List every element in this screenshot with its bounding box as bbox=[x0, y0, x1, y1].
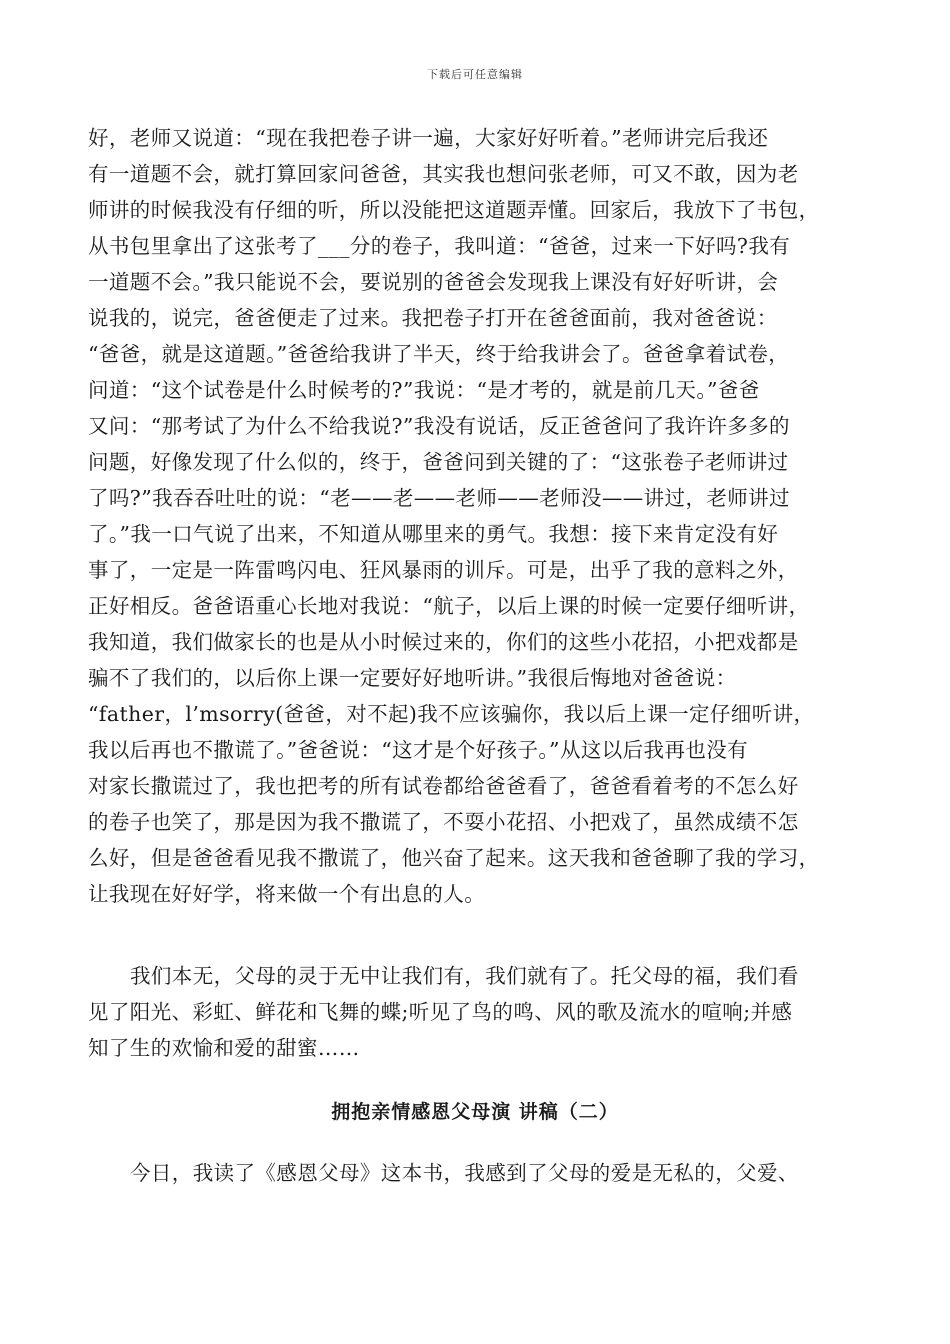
text-line: 骗不了我们的，以后你上课一定要好好地听讲。”我很后悔地对爸爸说： bbox=[88, 666, 737, 690]
paragraph-3 bbox=[88, 1155, 868, 1191]
text-line: 我知道，我们做家长的也是从小时候过来的，你们的这些小花招，小把戏都是 bbox=[88, 630, 799, 654]
section-title: 拥抱亲情感恩父母演 讲稿（二） bbox=[331, 1101, 619, 1123]
text-line: “爸爸，就是这道题。”爸爸给我讲了半天，终于给我讲会了。爸爸拿着试卷， bbox=[88, 342, 790, 366]
header-note: 下载后可任意编辑 bbox=[427, 68, 523, 81]
text-line: 说我的，说完，爸爸便走了过来。我把卷子打开在爸爸面前，我对爸爸说： bbox=[88, 306, 778, 330]
text-line: 知了生的欢愉和爱的甜蜜…… bbox=[88, 1036, 360, 1060]
text-line: 又问：“那考试了为什么不给我说?”我没有说话，反正爸爸问了我许许多多的 bbox=[88, 414, 790, 438]
text-line: 问题，好像发现了什么似的，终于，爸爸问到关键的了：“这张卷子老师讲过 bbox=[88, 450, 789, 474]
text-line: 我以后再也不撒谎了。”爸爸说：“这才是个好孩子。”从这以后我再也没有 bbox=[88, 738, 749, 762]
text-line: 一道题不会。”我只能说不会，要说别的爸爸会发现我上课没有好好听讲，会 bbox=[88, 270, 779, 294]
text-line: 事了，一定是一阵雷鸣闪电、狂风暴雨的训斥。可是，出乎了我的意料之外， bbox=[88, 558, 799, 582]
text-line: 了。”我一口气说了出来，不知道从哪里来的勇气。我想：接下来肯定没有好 bbox=[88, 522, 779, 546]
text-line: 对家长撒谎过了，我也把考的所有试卷都给爸爸看了，爸爸看着考的不怎么好 bbox=[88, 774, 799, 798]
text-line: 有一道题不会，就打算回家问爸爸，其实我也想问张老师，可又不敢，因为老 bbox=[88, 162, 799, 186]
text-line: 的卷子也笑了，那是因为我不撒谎了，不耍小花招、小把戏了，虽然成绩不怎 bbox=[88, 810, 799, 834]
text-line: 让我现在好好学，将来做一个有出息的人。 bbox=[88, 882, 486, 906]
text-line: 了吗?”我吞吞吐吐的说：“老——老——老师——老师没——讲过，老师讲过 bbox=[88, 486, 790, 510]
text-line: 正好相反。爸爸语重心长地对我说：“航子，以后上课的时候一定要仔细听讲， bbox=[88, 594, 810, 618]
text-line: 么好，但是爸爸看见我不撒谎了，他兴奋了起来。这天我和爸爸聊了我的学习， bbox=[88, 846, 820, 870]
paragraph-1 bbox=[88, 120, 868, 912]
text-line: 见了阳光、彩虹、鲜花和飞舞的蝶;听见了鸟的鸣、风的歌及流水的喧响;并感 bbox=[88, 1000, 793, 1024]
text-line: 好，老师又说道：“现在我把卷子讲一遍，大家好好听着。”老师讲完后我还 bbox=[88, 126, 769, 150]
text-line: 从书包里拿出了这张考了___分的卷子，我叫道：“爸爸，过来一下好吗?我有 bbox=[88, 234, 791, 258]
text-line: 问道：“这个试卷是什么时候考的?”我说：“是才考的，就是前几天。”爸爸 bbox=[88, 378, 760, 402]
text-line: 今日，我读了《感恩父母》这本书，我感到了父母的爱是无私的，父爱、 bbox=[130, 1161, 799, 1185]
text-line: 师讲的时候我没有仔细的听，所以没能把这道题弄懂。回家后，我放下了书包， bbox=[88, 198, 820, 222]
text-line: “father，l’msorry(爸爸，对不起)我不应该骗你，我以后上课一定仔细听讲， bbox=[88, 702, 815, 726]
text-line: 我们本无，父母的灵于无中让我们有，我们就有了。托父母的福，我们看 bbox=[130, 964, 799, 988]
paragraph-2 bbox=[88, 958, 868, 1066]
